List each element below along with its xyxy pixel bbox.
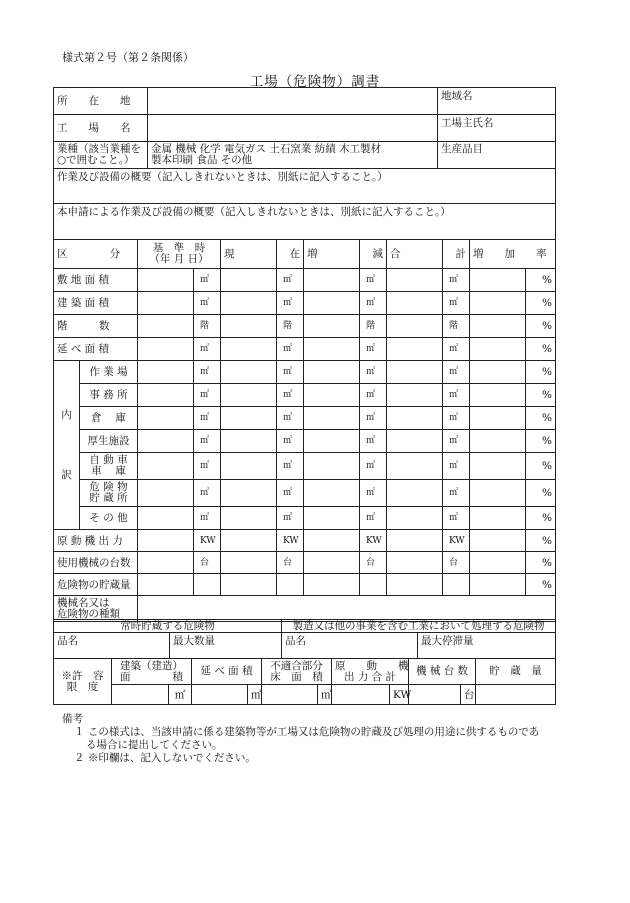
note-1-line1: １ この様式は、当該申請に係る建築物等が工場又は危険物の貯蔵及び処理の用途に供するものであ	[74, 726, 540, 738]
unit-label: ㎡	[277, 269, 304, 292]
unit-label: 台	[461, 685, 476, 705]
factory-name-field[interactable]	[148, 115, 438, 142]
value-cell[interactable]	[221, 407, 277, 430]
value-cell[interactable]	[387, 292, 443, 315]
industry-options-line1: 金属 機械 化学 電気ガス 土石窯業 紡績 木工製材	[151, 143, 382, 155]
table-row	[54, 453, 556, 480]
unit-label: ㎡	[194, 292, 221, 315]
row-label: 敷 地 面 積	[54, 269, 138, 292]
table-row	[54, 361, 556, 384]
value-cell[interactable]	[221, 480, 277, 507]
row-label-line1: 危 険 物	[89, 481, 128, 493]
value-cell[interactable]	[221, 269, 277, 292]
row-label: 延 べ 面 積	[54, 338, 138, 361]
value-cell[interactable]	[138, 338, 194, 361]
factory-name-label: 工 場 名	[54, 115, 148, 142]
category-header: 区 分	[54, 240, 138, 269]
value-cell[interactable]	[221, 384, 277, 407]
value-cell[interactable]	[304, 574, 360, 596]
nonconforming-line1: 不適合部分	[270, 659, 323, 672]
area-table	[53, 239, 556, 622]
manufacture-hazard-header: 製造又は他の事業を含む工業において処理する危険物	[282, 620, 556, 633]
value-cell[interactable]	[476, 685, 556, 705]
value-cell[interactable]	[387, 315, 443, 338]
building-area-header	[112, 659, 192, 685]
regular-name-field[interactable]	[54, 633, 170, 659]
value-cell[interactable]	[387, 361, 443, 384]
nonconforming-line2: 床 面 積	[270, 670, 323, 683]
value-cell[interactable]	[387, 574, 443, 596]
percent-label: %	[526, 384, 556, 407]
row-label	[80, 480, 138, 507]
unit-label: ㎡	[277, 361, 304, 384]
table-row	[54, 407, 556, 430]
unit-label: 台	[443, 552, 470, 574]
machine-label	[54, 596, 138, 622]
unit-label: ㎡	[194, 507, 221, 530]
value-cell[interactable]	[304, 530, 360, 552]
unit-label: ㎡	[277, 384, 304, 407]
row-label: 厚生施設	[80, 430, 138, 453]
unit-label: ㎡	[360, 507, 387, 530]
unit-label: ㎡	[194, 480, 221, 507]
industry-label	[54, 142, 148, 169]
percent-label: %	[526, 574, 556, 596]
value-cell[interactable]	[304, 407, 360, 430]
value-cell[interactable]	[138, 430, 194, 453]
product-label: 生産品目	[441, 143, 483, 155]
base-time-line2: （年 月 日）	[149, 253, 209, 265]
unit-label: ㎡	[194, 384, 221, 407]
floor-area-header: 延 べ 面 積	[192, 659, 262, 685]
unit-label: 階	[443, 315, 470, 338]
value-cell[interactable]	[221, 338, 277, 361]
value-cell[interactable]	[304, 292, 360, 315]
value-cell[interactable]	[470, 384, 526, 407]
machine-field[interactable]	[138, 596, 556, 622]
unit-label: KW	[277, 530, 304, 552]
value-cell[interactable]	[387, 338, 443, 361]
value-cell[interactable]	[221, 530, 277, 552]
value-cell[interactable]	[138, 384, 194, 407]
unit-label: 階	[194, 315, 221, 338]
unit-label: ㎡	[277, 453, 304, 480]
application-overview-label: 本申請による作業及び設備の概要（記入しきれないときは、別紙に記入すること。）	[57, 206, 451, 218]
value-cell[interactable]	[470, 338, 526, 361]
machine-label-line2: 危険物の種類	[57, 607, 120, 620]
value-cell[interactable]	[470, 552, 526, 574]
unit-label: KW	[360, 530, 387, 552]
unit-label: ㎡	[277, 338, 304, 361]
unit-label: 台	[360, 552, 387, 574]
table-row	[54, 315, 556, 338]
unit-label: ㎡	[194, 430, 221, 453]
value-cell[interactable]	[470, 407, 526, 430]
value-cell[interactable]	[138, 552, 194, 574]
unit-label: ㎡	[194, 338, 221, 361]
info-table	[53, 87, 556, 240]
table-row	[54, 574, 556, 596]
building-area-line2: 面 積	[120, 670, 183, 683]
table-row	[54, 269, 556, 292]
note-1-line2: る場合に提出してください。	[86, 739, 223, 751]
value-cell[interactable]	[360, 574, 387, 596]
total-header-l: 合	[387, 240, 443, 269]
row-label-line2: 貯 蔵 所	[89, 492, 128, 504]
row-label: 建 築 面 積	[54, 292, 138, 315]
application-overview-field[interactable]	[54, 204, 556, 240]
value-cell[interactable]	[470, 292, 526, 315]
value-cell[interactable]	[470, 480, 526, 507]
percent-label: %	[526, 269, 556, 292]
value-cell[interactable]	[138, 530, 194, 552]
increase-header-r: 減	[360, 240, 387, 269]
row-label: 使用機械の台数	[54, 552, 138, 574]
value-cell[interactable]	[304, 430, 360, 453]
hazard-table	[53, 619, 556, 659]
unit-label: ㎡	[318, 685, 332, 705]
value-cell[interactable]	[470, 361, 526, 384]
table-row	[54, 292, 556, 315]
value-cell[interactable]	[387, 430, 443, 453]
unit-label: ㎡	[194, 453, 221, 480]
value-cell[interactable]	[221, 574, 277, 596]
value-cell[interactable]	[387, 552, 443, 574]
unit-label: ㎡	[443, 269, 470, 292]
regular-name-label: 品名	[57, 635, 78, 647]
unit-label: ㎡	[360, 453, 387, 480]
value-cell[interactable]	[443, 574, 470, 596]
value-cell[interactable]	[221, 507, 277, 530]
percent-label: %	[526, 480, 556, 507]
row-label: 階 数	[54, 315, 138, 338]
percent-label: %	[526, 407, 556, 430]
value-cell[interactable]	[138, 269, 194, 292]
value-cell[interactable]	[138, 574, 194, 596]
table-row	[54, 338, 556, 361]
unit-label: ㎡	[360, 384, 387, 407]
regular-hazard-header: 常時貯蔵する危険物	[54, 620, 282, 633]
value-cell[interactable]	[221, 552, 277, 574]
permit-label-line1: ※許 容	[61, 669, 104, 682]
value-cell[interactable]	[304, 269, 360, 292]
breakdown-side-char2: 訳	[61, 468, 72, 481]
unit-label: ㎡	[360, 292, 387, 315]
value-cell[interactable]	[221, 361, 277, 384]
row-label-line1: 自 動 車	[89, 454, 128, 466]
value-cell[interactable]	[387, 507, 443, 530]
building-area-line1: 建築（建造）	[120, 659, 183, 672]
value-cell[interactable]	[470, 269, 526, 292]
percent-label: %	[526, 507, 556, 530]
value-cell[interactable]	[304, 480, 360, 507]
value-cell[interactable]	[138, 407, 194, 430]
unit-label: ㎡	[443, 407, 470, 430]
value-cell[interactable]	[138, 480, 194, 507]
nonconforming-header	[262, 659, 332, 685]
value-cell[interactable]	[138, 292, 194, 315]
value-cell[interactable]	[262, 685, 318, 705]
value-cell[interactable]	[304, 552, 360, 574]
unit-label: ㎡	[194, 269, 221, 292]
max-quantity-field[interactable]	[170, 633, 282, 659]
value-cell[interactable]	[387, 480, 443, 507]
unit-label: ㎡	[443, 507, 470, 530]
unit-label: KW	[443, 530, 470, 552]
percent-label: %	[526, 552, 556, 574]
value-cell[interactable]	[112, 685, 169, 705]
row-label: そ の 他	[80, 507, 138, 530]
unit-label: ㎡	[360, 269, 387, 292]
unit-label: ㎡	[360, 430, 387, 453]
value-cell[interactable]	[221, 430, 277, 453]
value-cell[interactable]	[138, 315, 194, 338]
manufacture-name-label: 品名	[285, 635, 306, 647]
unit-label: 階	[360, 315, 387, 338]
work-overview-label: 作業及び設備の概要（記入しきれないときは、別紙に記入すること。）	[57, 171, 388, 183]
unit-label: ㎡	[443, 384, 470, 407]
row-label: 倉 庫	[80, 407, 138, 430]
base-time-line1: 基 準 時	[152, 242, 206, 254]
area-field[interactable]	[438, 88, 556, 115]
value-cell[interactable]	[470, 574, 526, 596]
value-cell[interactable]	[221, 315, 277, 338]
max-stay-field[interactable]	[418, 633, 556, 659]
unit-label: ㎡	[248, 685, 262, 705]
value-cell[interactable]	[138, 361, 194, 384]
value-cell[interactable]	[304, 507, 360, 530]
increase-header-l: 増	[304, 240, 360, 269]
value-cell[interactable]	[332, 685, 390, 705]
row-label: 事 務 所	[80, 384, 138, 407]
row-label: 原 動 機 出 力	[54, 530, 138, 552]
row-label: 危険物の貯蔵量	[54, 574, 138, 596]
unit-label: ㎡	[277, 430, 304, 453]
work-overview-field[interactable]	[54, 169, 556, 204]
percent-label: %	[526, 430, 556, 453]
unit-label: KW	[194, 530, 221, 552]
unit-label: ㎡	[360, 338, 387, 361]
percent-label: %	[526, 453, 556, 480]
table-row	[54, 596, 556, 622]
industry-label-line2: ○で囲むこと。）	[57, 154, 135, 166]
total-header-r: 計	[443, 240, 470, 269]
machine-label-line1: 機械名又は	[57, 596, 110, 609]
unit-label: ㎡	[277, 292, 304, 315]
notes	[62, 713, 539, 765]
motor-output-header	[332, 659, 409, 685]
percent-label: %	[526, 338, 556, 361]
unit-label: ㎡	[194, 407, 221, 430]
table-row	[54, 430, 556, 453]
permit-label-line2: 限 度	[66, 680, 99, 693]
area-label: 地域名	[441, 90, 473, 102]
unit-label: ㎡	[360, 480, 387, 507]
location-field[interactable]	[148, 88, 438, 115]
breakdown-side-char1: 内	[61, 408, 72, 421]
value-cell[interactable]	[387, 453, 443, 480]
unit-label: ㎡	[169, 685, 192, 705]
unit-label: ㎡	[194, 361, 221, 384]
unit-label: KW	[390, 685, 409, 705]
max-quantity-label: 最大数量	[173, 635, 215, 647]
unit-label: ㎡	[277, 407, 304, 430]
value-cell[interactable]	[304, 384, 360, 407]
unit-label: ㎡	[360, 361, 387, 384]
unit-label: ㎡	[360, 407, 387, 430]
row-label-line2: 車 庫	[91, 465, 126, 477]
motor-output-line2: 出 力 合 計	[344, 670, 397, 683]
product-field[interactable]	[438, 142, 556, 169]
form-number: 様式第２号（第２条関係）	[62, 51, 194, 64]
value-cell[interactable]	[304, 315, 360, 338]
value-cell[interactable]	[192, 685, 248, 705]
rate-header: 増 加 率	[470, 240, 556, 269]
unit-label: ㎡	[443, 453, 470, 480]
form-title: 工場（危険物）調書	[249, 74, 381, 90]
value-cell[interactable]	[138, 507, 194, 530]
unit-label: 台	[194, 552, 221, 574]
value-cell[interactable]	[387, 530, 443, 552]
current-header-l: 現	[221, 240, 277, 269]
row-label	[80, 453, 138, 480]
value-cell[interactable]	[409, 685, 461, 705]
percent-label: %	[526, 292, 556, 315]
table-row	[54, 384, 556, 407]
permit-label	[54, 659, 112, 705]
max-stay-label: 最大停滞量	[421, 635, 474, 647]
unit-label: ㎡	[443, 480, 470, 507]
note-2: ２ ※印欄は、記入しないでください。	[74, 752, 256, 764]
value-cell[interactable]	[304, 361, 360, 384]
unit-label: 台	[277, 552, 304, 574]
machine-count-header: 機 械 台 数	[409, 659, 476, 685]
table-row	[54, 530, 556, 552]
breakdown-side-label	[54, 361, 80, 530]
value-cell[interactable]	[194, 574, 221, 596]
percent-label: %	[526, 315, 556, 338]
value-cell[interactable]	[470, 530, 526, 552]
percent-label: %	[526, 530, 556, 552]
unit-label: ㎡	[443, 338, 470, 361]
value-cell[interactable]	[387, 407, 443, 430]
unit-label: 階	[277, 315, 304, 338]
storage-header: 貯 蔵 量	[476, 659, 556, 685]
value-cell[interactable]	[387, 269, 443, 292]
value-cell[interactable]	[221, 453, 277, 480]
base-time-header	[138, 240, 221, 269]
industry-options-line2: 製本印刷 食品 その他	[151, 154, 253, 166]
table-row	[54, 480, 556, 507]
unit-label: ㎡	[443, 430, 470, 453]
table-row	[54, 507, 556, 530]
unit-label: ㎡	[277, 480, 304, 507]
permit-table	[53, 658, 556, 705]
value-cell[interactable]	[304, 453, 360, 480]
unit-label: ㎡	[443, 292, 470, 315]
unit-label: ㎡	[277, 507, 304, 530]
location-label: 所 在 地	[54, 88, 148, 115]
value-cell[interactable]	[470, 507, 526, 530]
value-cell[interactable]	[221, 292, 277, 315]
current-header-r: 在	[277, 240, 304, 269]
value-cell[interactable]	[470, 430, 526, 453]
motor-output-line1: 原 動 機	[335, 659, 409, 672]
percent-label: %	[526, 361, 556, 384]
value-cell[interactable]	[277, 574, 304, 596]
industry-options[interactable]	[148, 142, 438, 169]
owner-label: 工場主氏名	[441, 117, 494, 129]
notes-heading: 備考	[62, 713, 83, 725]
row-label: 作 業 場	[80, 361, 138, 384]
value-cell[interactable]	[470, 315, 526, 338]
unit-label: ㎡	[443, 361, 470, 384]
value-cell[interactable]	[387, 384, 443, 407]
industry-label-line1: 業種（該当業種を	[57, 143, 141, 155]
value-cell[interactable]	[304, 338, 360, 361]
value-cell[interactable]	[138, 453, 194, 480]
owner-field[interactable]	[438, 115, 556, 142]
table-row	[54, 552, 556, 574]
value-cell[interactable]	[470, 453, 526, 480]
manufacture-name-field[interactable]	[282, 633, 418, 659]
